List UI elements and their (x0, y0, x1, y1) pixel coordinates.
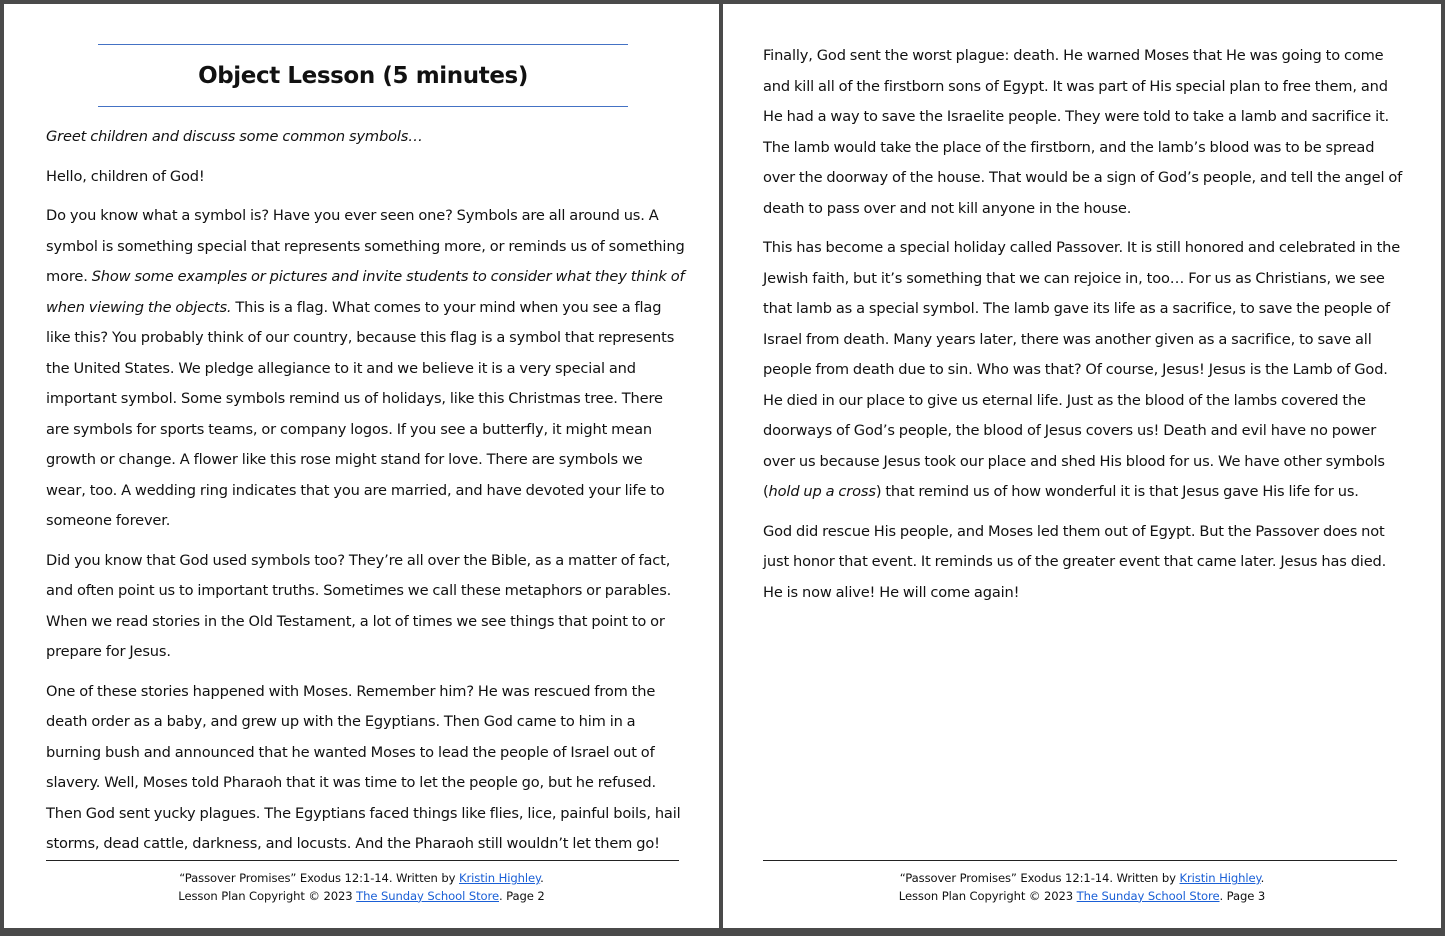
intro-instruction: Greet children and discuss some common symbols… (46, 128, 423, 145)
footer-divider (46, 860, 679, 861)
passover-paragraph: This has become a special holiday called Passover. It is still honored and celebrated in the Jewish faith, but it’s something that we can rejoice in, too… For us as Christians, we see that lamb as a special symbol. The lamb gave its life as a sacrifice, to save the people of Israel from death. Many years later, there was another given as a sacrifice, to save all people from death due to sin. Who was that? Of course, Jesus! Jesus is the Lamb of God. He died in our place to give us eternal life. Just as the blood of the lambs covered the doorways of God’s people, the blood of Jesus covers us! Death and evil have no power over us because Jesus took our place and shed His blood for us. We have other symbols (hold up a cross) that remind us of how wonderful it is that Jesus gave His life for us. (763, 239, 1401, 500)
footer-line-1: “Passover Promises” Exodus 12:1-14. Written by Kristin Highley. (179, 871, 544, 885)
document-page-2 (4, 4, 719, 928)
document-page-3 (723, 4, 1441, 928)
footer-line-2: Lesson Plan Copyright © 2023 The Sunday School Store. Page 3 (898, 888, 1266, 903)
page-footer (4, 870, 719, 905)
final-plague-paragraph: Finally, God sent the worst plague: death. He warned Moses that He was going to come and kill all of the firstborn sons of Egypt. It was part of His special plan to free them, and He had a way to save the Israelite people. They were told to take a lamb and sacrifice it. The lamb would take the place of the firstborn, and the lamb’s blood was to be spread over the doorway of the house. That would be a sign of God’s people, and tell the angel of death to pass over and not kill anyone in the house. (763, 47, 1403, 217)
store-link[interactable]: The Sunday School Store (356, 888, 499, 903)
page-2-body (46, 122, 686, 869)
page-3-body (763, 41, 1403, 617)
store-link[interactable]: The Sunday School Store (1076, 888, 1220, 903)
author-link[interactable]: Kristin Highley (1179, 871, 1261, 885)
page-number: . Page 2 (499, 888, 545, 903)
section-heading-box (98, 44, 628, 107)
god-symbols-paragraph: Did you know that God used symbols too? They’re all over the Bible, as a matter of fact, and often point us to important truths. Sometimes we call these metaphors or parables. When we read stories in the Old Testament, a lot of times we see things that point to or prepare for Jesus. (46, 551, 672, 660)
rescue-paragraph: God did rescue His people, and Moses led them out of Egypt. But the Passover does not just honor that event. It reminds us of the greater event that came later. Jesus has died. He is now alive! He will come again! (763, 522, 1387, 601)
footer-line-1: “Passover Promises” Exodus 12:1-14. Written by Kristin Highley. (899, 871, 1265, 885)
page-footer (723, 870, 1441, 905)
footer-divider (763, 860, 1397, 861)
symbols-paragraph: Do you know what a symbol is? Have you ever seen one? Symbols are all around us. A symbol is something special that represents something more, or reminds us of something more. Show some examples or pictures and invite students to consider what they think of when viewing the objects. This is a flag. What comes to your mind when you see a flag like this? You probably think of our country, because this flag is a symbol that represents the United States. We pledge allegiance to it and we believe it is a very special and important symbol. Some symbols remind us of holidays, like this Christmas tree. There are symbols for sports teams, or company logos. If you see a butterfly, it might mean growth or change. A flower like this rose might stand for love. There are symbols we wear, too. A wedding ring indicates that you are married, and have devoted your life to someone forever. (46, 207, 685, 529)
author-link[interactable]: Kristin Highley (459, 871, 541, 885)
moses-paragraph: One of these stories happened with Moses. Remember him? He was rescued from the death order as a baby, and grew up with the Egyptians. Then God came to him in a burning bush and announced that he wanted Moses to lead the people of Israel out of slavery. Well, Moses told Pharaoh that it was time to let the people go, but he refused. Then God sent yucky plagues. The Egyptians faced things like flies, lice, painful boils, hail storms, dead cattle, darkness, and locusts. And the Pharaoh still wouldn’t let them go! (46, 682, 681, 852)
greeting-paragraph: Hello, children of God! (46, 167, 205, 185)
footer-line-2: Lesson Plan Copyright © 2023 The Sunday School Store. Page 2 (178, 888, 545, 903)
section-heading: Object Lesson (5 minutes) (198, 62, 528, 89)
page-number: . Page 3 (1219, 888, 1266, 903)
